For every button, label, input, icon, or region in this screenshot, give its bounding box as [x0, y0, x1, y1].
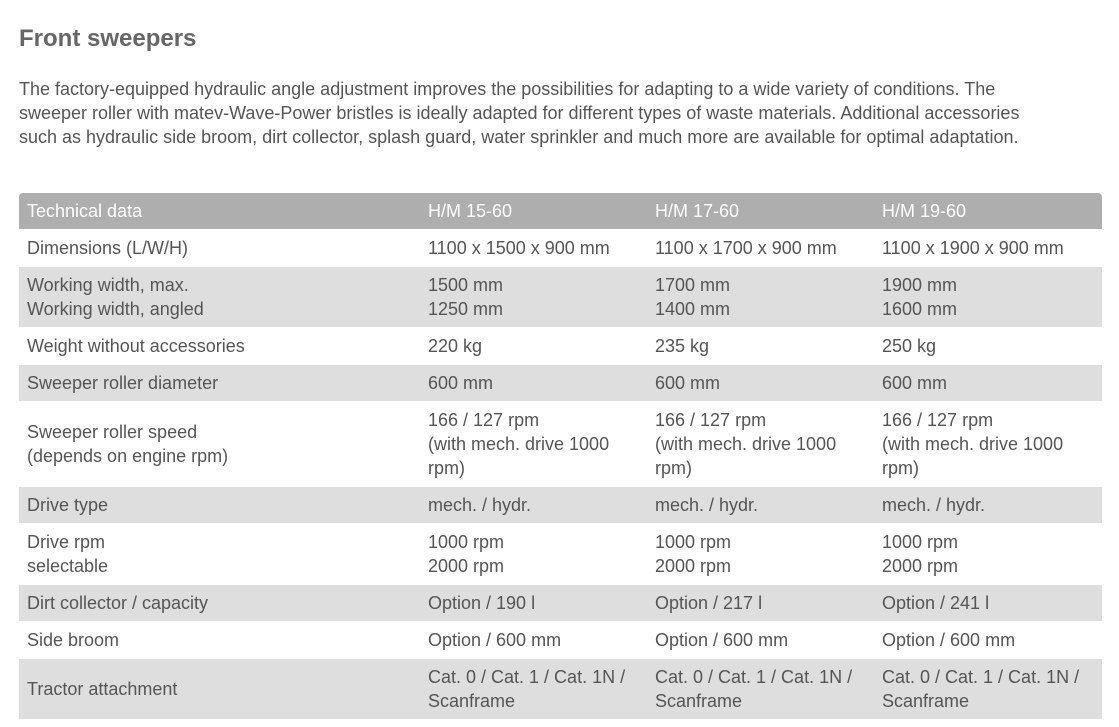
header-model-19-60: H/M 19-60 [874, 193, 1102, 230]
table-row [19, 585, 1102, 622]
cell-value: 1100 x 1500 x 900 mm [420, 230, 647, 267]
cell-value: Option / 217 l [647, 585, 874, 622]
row-label: Side broom [19, 622, 420, 659]
cell-value: Cat. 0 / Cat. 1 / Cat. 1N / Scanframe [420, 659, 647, 720]
cell-value: 600 mm [420, 365, 647, 402]
row-label: Working width, max. Working width, angled [19, 267, 420, 328]
cell-value: Option / 190 l [420, 585, 647, 622]
header-technical-data: Technical data [19, 193, 420, 230]
row-label: Dimensions (L/W/H) [19, 230, 420, 267]
cell-value: Cat. 0 / Cat. 1 / Cat. 1N / Scanframe [647, 659, 874, 720]
cell-value: 1000 rpm 2000 rpm [420, 524, 647, 585]
cell-value: Option / 241 l [874, 585, 1102, 622]
cell-value: mech. / hydr. [874, 487, 1102, 524]
cell-value: mech. / hydr. [420, 487, 647, 524]
table-row [19, 622, 1102, 659]
technical-data-table [19, 193, 1102, 719]
table-row [19, 487, 1102, 524]
row-label: Dirt collector / capacity [19, 585, 420, 622]
cell-value: 1000 rpm 2000 rpm [874, 524, 1102, 585]
cell-value: 250 kg [874, 328, 1102, 365]
cell-value: 1100 x 1700 x 900 mm [647, 230, 874, 267]
cell-value: mech. / hydr. [647, 487, 874, 524]
cell-value: 1700 mm 1400 mm [647, 267, 874, 328]
cell-value: 235 kg [647, 328, 874, 365]
header-model-17-60: H/M 17-60 [647, 193, 874, 230]
cell-value: 1000 rpm 2000 rpm [647, 524, 874, 585]
row-label: Drive rpm selectable [19, 524, 420, 585]
table-row [19, 402, 1102, 487]
cell-value: 220 kg [420, 328, 647, 365]
cell-value: 166 / 127 rpm (with mech. drive 1000 rpm) [647, 402, 874, 487]
cell-value: 1900 mm 1600 mm [874, 267, 1102, 328]
table-row [19, 659, 1102, 720]
table-header-row [19, 193, 1102, 230]
page-title: Front sweepers [19, 25, 197, 52]
cell-value: 600 mm [647, 365, 874, 402]
cell-value: Option / 600 mm [874, 622, 1102, 659]
cell-value: 600 mm [874, 365, 1102, 402]
row-label: Sweeper roller diameter [19, 365, 420, 402]
row-label: Drive type [19, 487, 420, 524]
cell-value: 1100 x 1900 x 900 mm [874, 230, 1102, 267]
cell-value: 166 / 127 rpm (with mech. drive 1000 rpm) [874, 402, 1102, 487]
row-label: Weight without accessories [19, 328, 420, 365]
page-content [19, 0, 1102, 711]
cell-value: Option / 600 mm [647, 622, 874, 659]
table-row [19, 328, 1102, 365]
cell-value: Cat. 0 / Cat. 1 / Cat. 1N / Scanframe [874, 659, 1102, 720]
row-label: Tractor attachment [19, 659, 420, 720]
row-label: Sweeper roller speed (depends on engine rpm) [19, 402, 420, 487]
cell-value: 166 / 127 rpm (with mech. drive 1000 rpm) [420, 402, 647, 487]
table-row [19, 267, 1102, 328]
header-model-15-60: H/M 15-60 [420, 193, 647, 230]
cell-value: Option / 600 mm [420, 622, 647, 659]
table-row [19, 524, 1102, 585]
intro-paragraph: The factory-equipped hydraulic angle adjustment improves the possibilities for adapting to a wide variety of conditions. The sweeper roller with matev-Wave-Power bristles is ideally adapted for different types of waste materials. Additional accessories such as hydraulic side broom, dirt collector, splash guard, water sprinkler and much more are available for optimal adaptation. [19, 79, 1020, 147]
cell-value: 1500 mm 1250 mm [420, 267, 647, 328]
table-row [19, 365, 1102, 402]
table-row [19, 230, 1102, 267]
